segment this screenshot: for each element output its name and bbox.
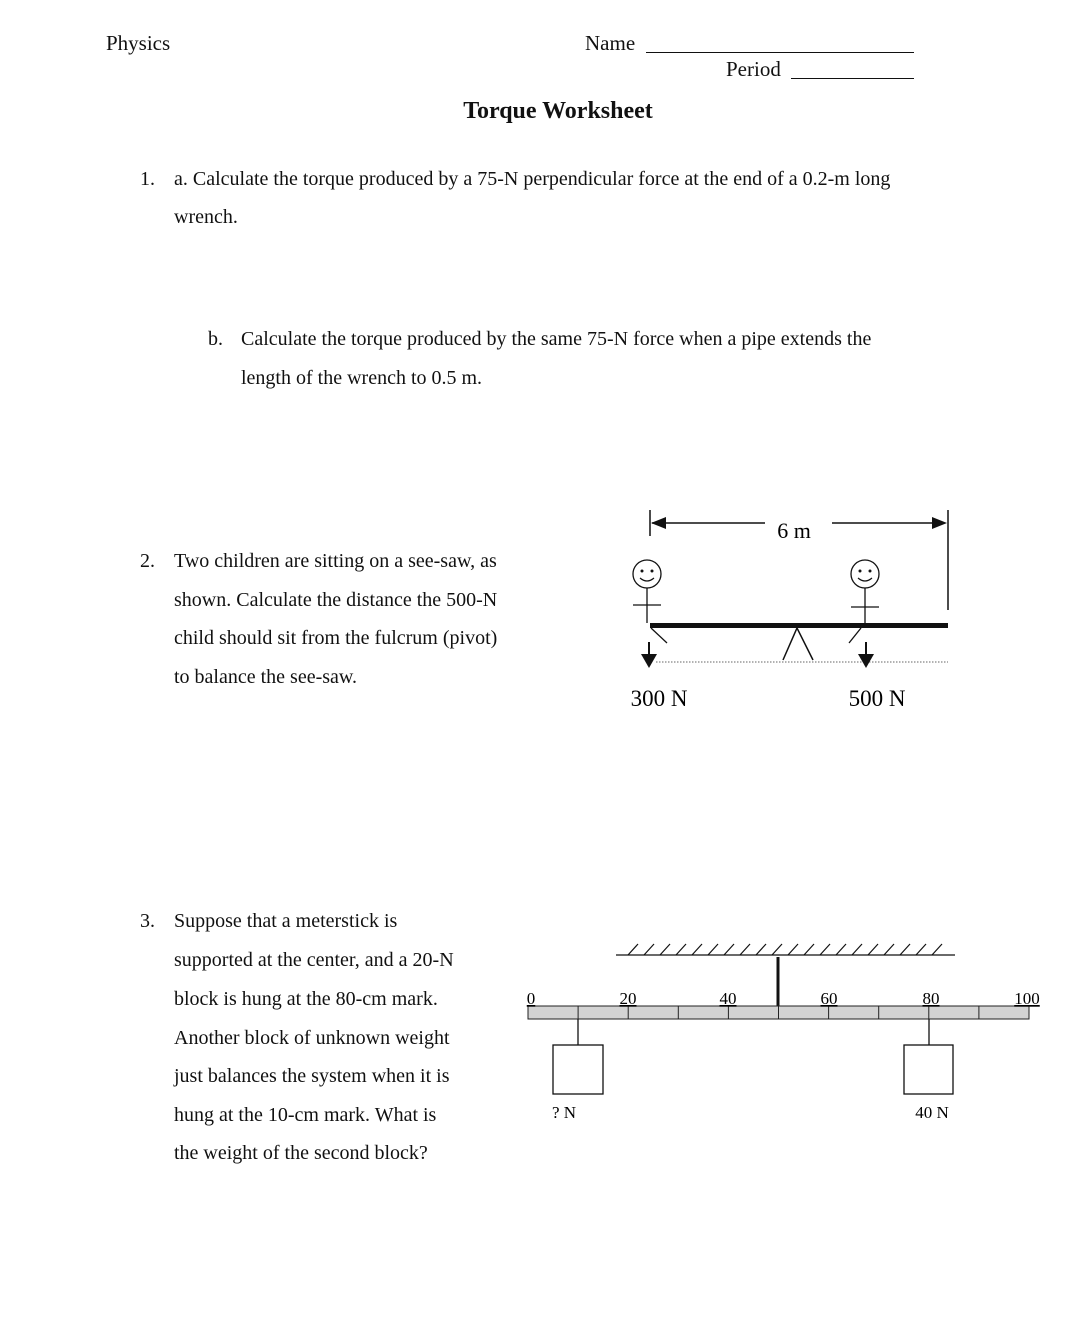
hatch-mark bbox=[724, 944, 734, 955]
left-child-head bbox=[633, 560, 661, 588]
hatch-mark bbox=[836, 944, 846, 955]
q2-line: to balance the see-saw. bbox=[174, 666, 358, 688]
fulcrum-pivot bbox=[783, 628, 813, 660]
left-force-arrow bbox=[641, 642, 657, 668]
scale-label: 60 bbox=[820, 989, 838, 1008]
scale-label: 40 bbox=[719, 989, 737, 1008]
hatch-mark bbox=[708, 944, 718, 955]
hatch-mark bbox=[804, 944, 814, 955]
hatch-mark bbox=[852, 944, 862, 955]
seesaw-board bbox=[650, 623, 948, 628]
q3-line: Suppose that a meterstick is bbox=[174, 910, 398, 932]
hatch-mark bbox=[932, 944, 942, 955]
q3-line: supported at the center, and a 20-N bbox=[174, 949, 454, 971]
hatch-mark bbox=[660, 944, 670, 955]
name-answer-line[interactable] bbox=[646, 52, 914, 53]
ceiling-hatching bbox=[628, 944, 942, 955]
q3-line: block is hung at the 80-cm mark. bbox=[174, 988, 438, 1010]
q1a-line2: wrench. bbox=[174, 206, 238, 228]
scale-label: 20 bbox=[619, 989, 637, 1008]
q2-line: shown. Calculate the distance the 500-N bbox=[174, 589, 498, 611]
q1a-line1: a. Calculate the torque produced by a 75-N perpendicular force at the end of a 0.2-m long bbox=[174, 168, 891, 190]
hatch-mark bbox=[772, 944, 782, 955]
right-child-head bbox=[851, 560, 879, 588]
subject-label: Physics bbox=[106, 31, 171, 55]
distance-label: 6 m bbox=[777, 518, 811, 543]
left-force-label: 300 N bbox=[630, 686, 688, 711]
hatch-mark bbox=[740, 944, 750, 955]
q1b-label: b. bbox=[208, 328, 223, 350]
left-block bbox=[553, 1045, 603, 1094]
hatch-mark bbox=[916, 944, 926, 955]
q2-number: 2. bbox=[140, 550, 155, 572]
hatch-mark bbox=[868, 944, 878, 955]
right-force-label: 500 N bbox=[848, 686, 906, 711]
q2-line: child should sit from the fulcrum (pivot) bbox=[174, 627, 498, 649]
dimension-arrowhead-left bbox=[651, 517, 666, 529]
q1-number: 1. bbox=[140, 168, 155, 190]
left-child-figure bbox=[633, 560, 667, 643]
q3-line: just balances the system when it is bbox=[174, 1065, 450, 1087]
q2-line: Two children are sitting on a see-saw, as bbox=[174, 550, 497, 572]
right-force-arrow bbox=[858, 642, 874, 668]
hatch-mark bbox=[788, 944, 798, 955]
hatch-mark bbox=[644, 944, 654, 955]
seesaw-figure bbox=[600, 500, 980, 725]
worksheet-title: Torque Worksheet bbox=[463, 98, 653, 124]
hatch-mark bbox=[756, 944, 766, 955]
hatch-mark bbox=[676, 944, 686, 955]
q1b-line2: length of the wrench to 0.5 m. bbox=[241, 367, 483, 389]
scale-label: 100 bbox=[1014, 989, 1040, 1008]
hatch-mark bbox=[884, 944, 894, 955]
right-child-figure bbox=[849, 560, 879, 643]
q3-line: the weight of the second block? bbox=[174, 1142, 428, 1164]
q3-number: 3. bbox=[140, 910, 155, 932]
q3-line: Another block of unknown weight bbox=[174, 1027, 450, 1049]
period-answer-line[interactable] bbox=[791, 78, 914, 79]
q3-line: hung at the 10-cm mark. What is bbox=[174, 1104, 437, 1126]
scale-label: 80 bbox=[922, 989, 940, 1008]
q1b-line1: Calculate the torque produced by the same 75-N force when a pipe extends the bbox=[241, 328, 872, 350]
hatch-mark bbox=[692, 944, 702, 955]
left-block-weight: ? N bbox=[551, 1103, 577, 1122]
right-block-weight: 40 N bbox=[915, 1103, 949, 1122]
right-block bbox=[904, 1045, 953, 1094]
period-label: Period bbox=[726, 57, 781, 81]
hatch-mark bbox=[628, 944, 638, 955]
hatch-mark bbox=[900, 944, 910, 955]
name-label: Name bbox=[585, 31, 636, 55]
meterstick-figure bbox=[515, 935, 1055, 1130]
scale-label: 0 bbox=[526, 989, 536, 1008]
hatch-mark bbox=[820, 944, 830, 955]
dimension-arrowhead-right bbox=[932, 517, 947, 529]
